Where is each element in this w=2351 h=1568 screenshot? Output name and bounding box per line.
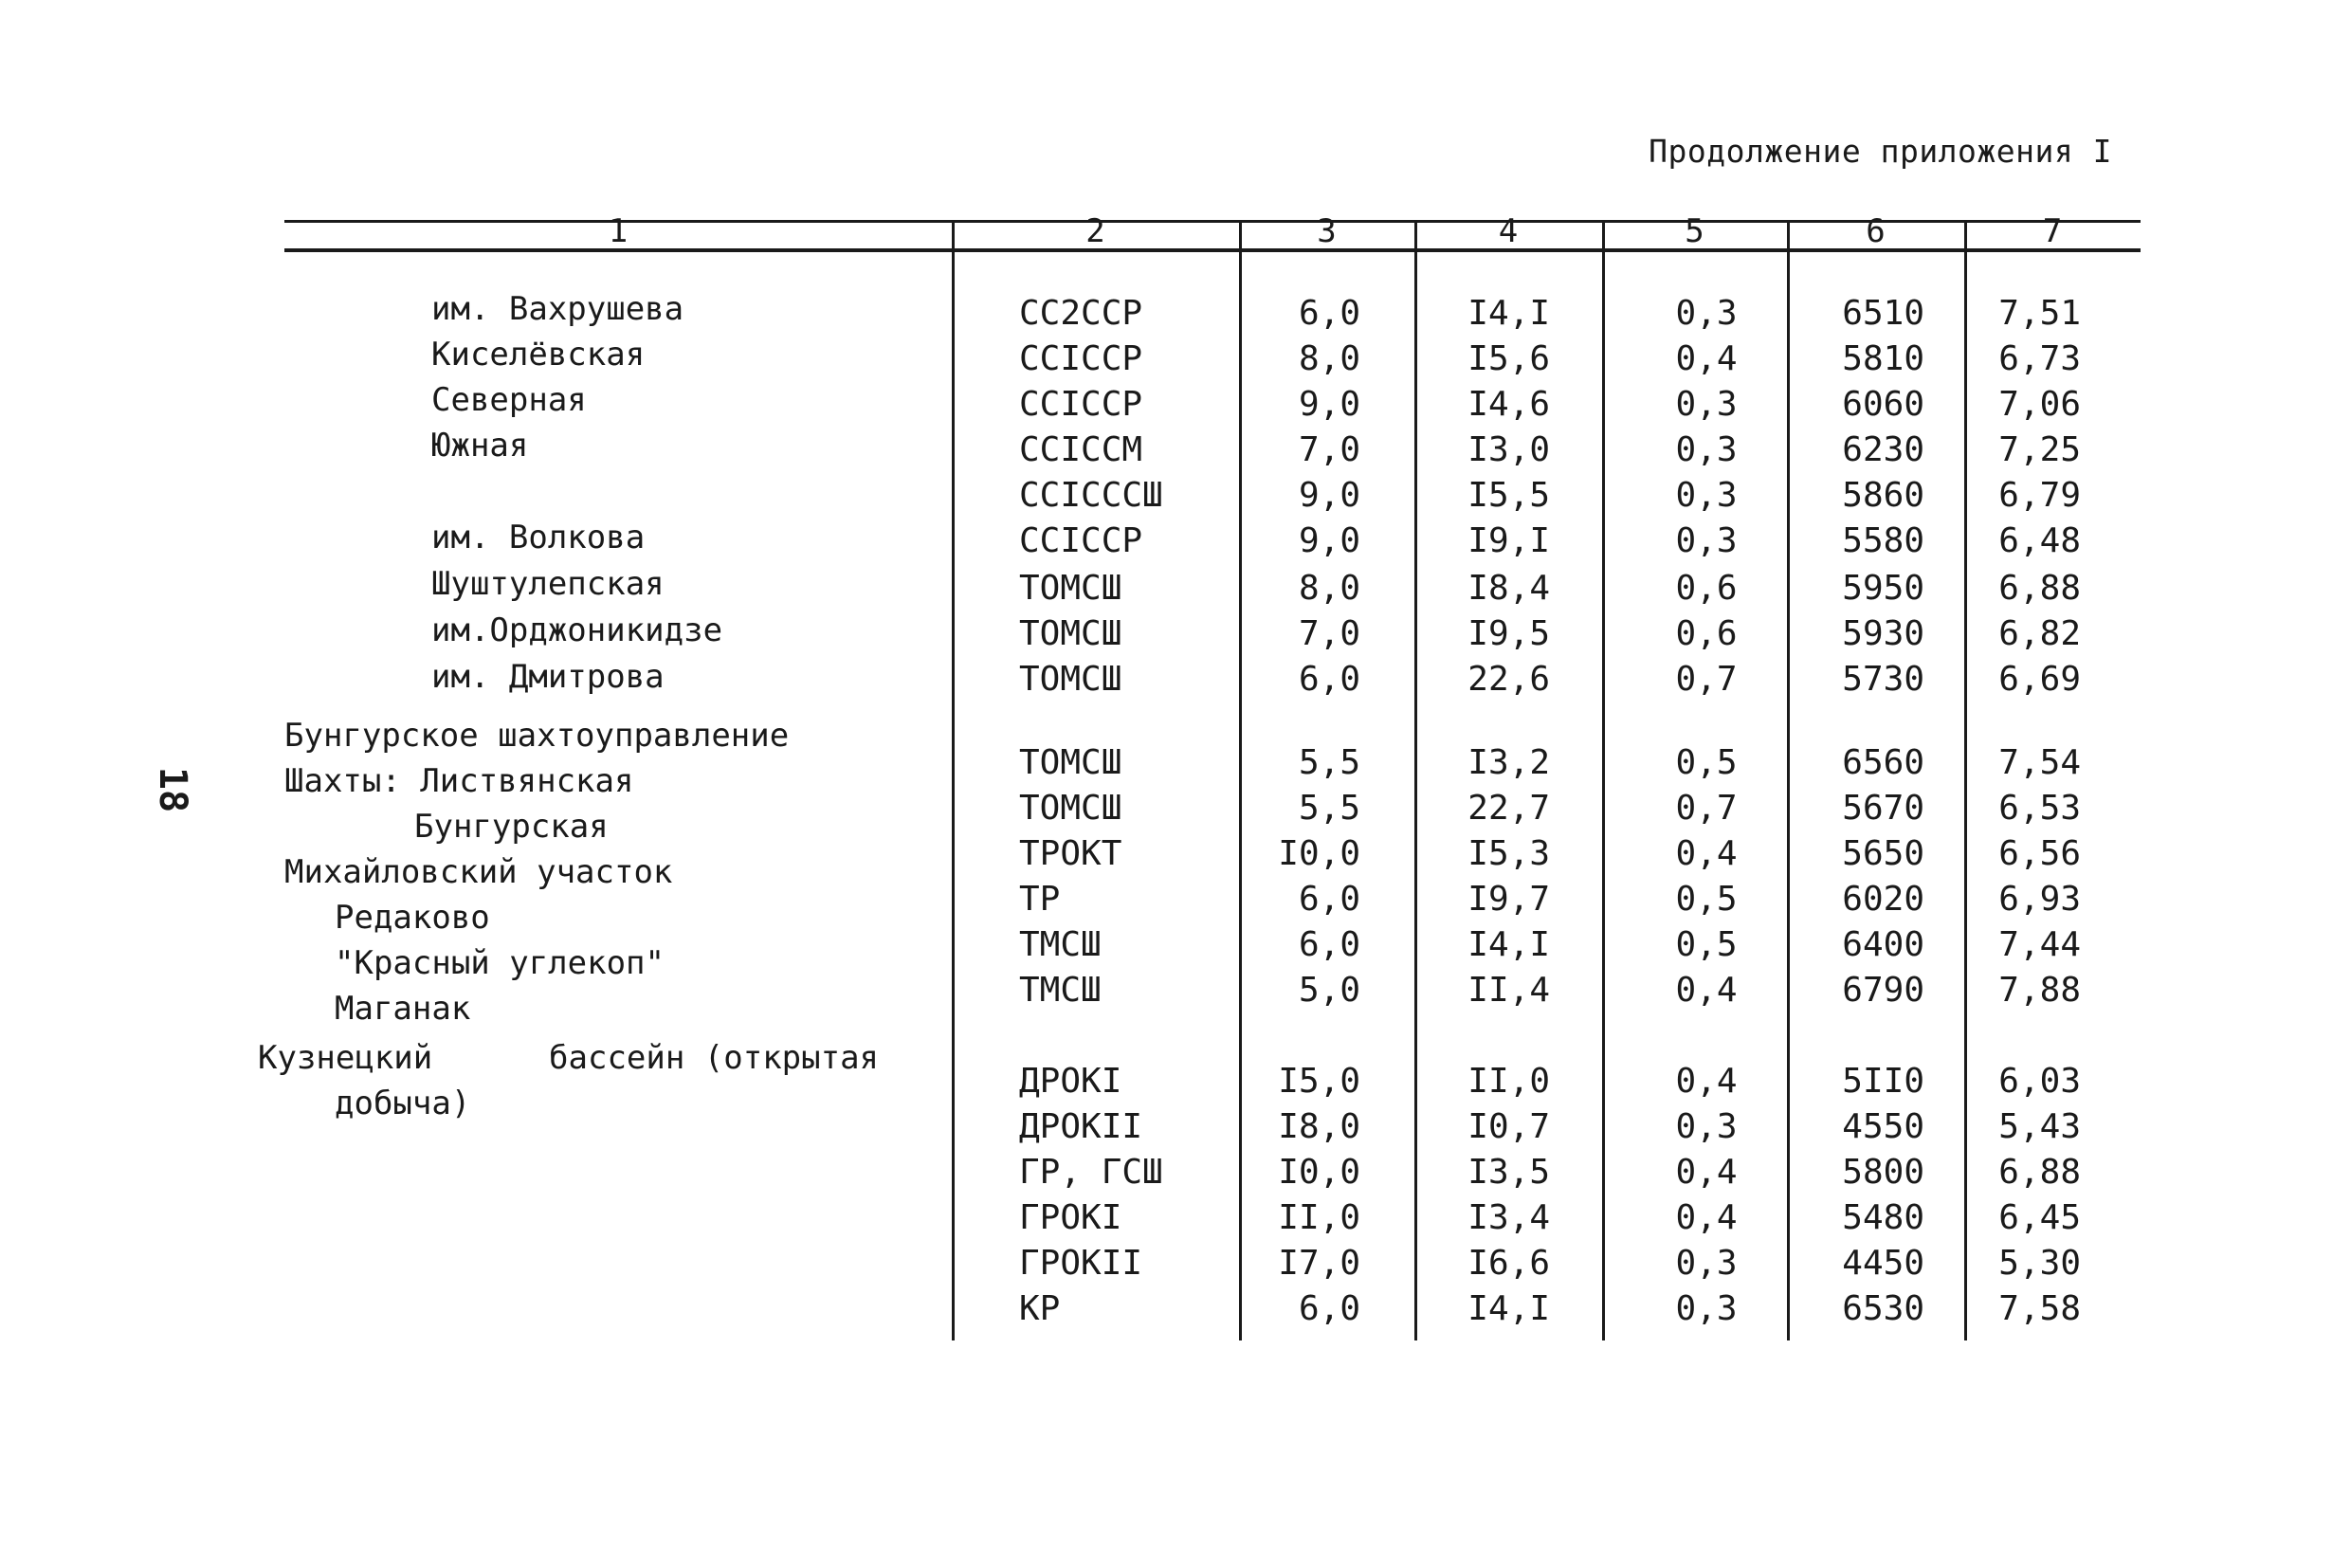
row-mark: ССIССМ — [1019, 430, 1143, 469]
row-mark: ССIСССШ — [1019, 476, 1163, 515]
stub-line: Михайловский участок — [284, 853, 673, 891]
stub-line: Маганак — [335, 990, 471, 1028]
stub-line: им. Дмитрова — [431, 658, 665, 696]
row-volatile-yield: I3,5 — [1467, 1153, 1550, 1192]
column-header-7: 7 — [2042, 212, 2063, 250]
row-mark: ССIССР — [1019, 521, 1143, 560]
row-sulfur-content: 0,3 — [1675, 1289, 1738, 1328]
row-volatile-yield: I8,4 — [1467, 569, 1550, 608]
row-value-col7: 7,06 — [1998, 385, 2081, 424]
row-volatile-yield: 22,7 — [1467, 789, 1550, 828]
stub-line: Шуштулепская — [431, 565, 665, 603]
row-sulfur-content: 0,5 — [1675, 743, 1738, 782]
row-heat-value: 6530 — [1842, 1289, 1924, 1328]
row-value-col7: 7,54 — [1998, 743, 2081, 782]
row-mark: ТОМСШ — [1019, 743, 1122, 782]
row-value-col7: 7,51 — [1998, 294, 2081, 333]
row-ash-content: 6,0 — [1298, 925, 1360, 964]
row-mark: ТРОКТ — [1019, 834, 1122, 873]
row-heat-value: 6230 — [1842, 430, 1924, 469]
row-heat-value: 6400 — [1842, 925, 1924, 964]
column-header-4: 4 — [1498, 212, 1519, 250]
column-header-3: 3 — [1317, 212, 1337, 250]
row-value-col7: 6,03 — [1998, 1062, 2081, 1101]
row-mark: ТОМСШ — [1019, 614, 1122, 653]
row-heat-value: 5860 — [1842, 476, 1924, 515]
row-ash-content: 5,0 — [1298, 971, 1360, 1010]
row-ash-content: I7,0 — [1278, 1244, 1360, 1283]
row-ash-content: I0,0 — [1278, 1153, 1360, 1192]
row-mark: КР — [1019, 1289, 1061, 1328]
row-mark: ДРОКII — [1019, 1107, 1143, 1146]
row-sulfur-content: 0,4 — [1675, 1153, 1738, 1192]
row-value-col7: 6,82 — [1998, 614, 2081, 653]
stub-line: добыча) — [335, 1085, 471, 1122]
row-ash-content: 6,0 — [1298, 880, 1360, 919]
row-heat-value: 6790 — [1842, 971, 1924, 1010]
row-heat-value: 5810 — [1842, 339, 1924, 378]
stub-line: им.Орджоникидзе — [431, 611, 723, 649]
row-value-col7: 6,88 — [1998, 569, 2081, 608]
column-header-6: 6 — [1866, 212, 1886, 250]
row-value-col7: 6,53 — [1998, 789, 2081, 828]
row-mark: ГРОКII — [1019, 1244, 1143, 1283]
row-heat-value: 5650 — [1842, 834, 1924, 873]
row-ash-content: 6,0 — [1298, 294, 1360, 333]
row-volatile-yield: 22,6 — [1467, 660, 1550, 699]
row-sulfur-content: 0,3 — [1675, 430, 1738, 469]
row-value-col7: 6,45 — [1998, 1198, 2081, 1237]
row-sulfur-content: 0,4 — [1675, 1198, 1738, 1237]
column-header-5: 5 — [1685, 212, 1704, 250]
row-sulfur-content: 0,6 — [1675, 569, 1738, 608]
row-ash-content: I5,0 — [1278, 1062, 1360, 1101]
stub-line: Бунгурское шахтоуправление — [284, 717, 790, 755]
row-heat-value: 5480 — [1842, 1198, 1924, 1237]
row-value-col7: 6,88 — [1998, 1153, 2081, 1192]
row-volatile-yield: I5,3 — [1467, 834, 1550, 873]
row-ash-content: 5,5 — [1298, 789, 1360, 828]
row-value-col7: 7,25 — [1998, 430, 2081, 469]
stub-line: Киселёвская — [431, 336, 646, 374]
row-mark: ГР, ГСШ — [1019, 1153, 1163, 1192]
row-ash-content: 9,0 — [1298, 521, 1360, 560]
row-mark: ГРОКI — [1019, 1198, 1122, 1237]
row-heat-value: 6020 — [1842, 880, 1924, 919]
column-header-1: 1 — [608, 212, 629, 250]
row-mark: ССIССР — [1019, 385, 1143, 424]
row-value-col7: 6,73 — [1998, 339, 2081, 378]
row-ash-content: 9,0 — [1298, 385, 1360, 424]
row-ash-content: 8,0 — [1298, 569, 1360, 608]
row-volatile-yield: I0,7 — [1467, 1107, 1550, 1146]
column-divider-3 — [1414, 220, 1417, 1340]
row-mark: ТМСШ — [1019, 971, 1102, 1010]
row-ash-content: 6,0 — [1298, 660, 1360, 699]
row-ash-content: 8,0 — [1298, 339, 1360, 378]
row-value-col7: 7,58 — [1998, 1289, 2081, 1328]
row-sulfur-content: 0,3 — [1675, 385, 1738, 424]
row-sulfur-content: 0,7 — [1675, 789, 1738, 828]
row-heat-value: 5580 — [1842, 521, 1924, 560]
row-sulfur-content: 0,5 — [1675, 880, 1738, 919]
row-value-col7: 5,43 — [1998, 1107, 2081, 1146]
row-volatile-yield: I3,2 — [1467, 743, 1550, 782]
row-volatile-yield: I3,4 — [1467, 1198, 1550, 1237]
row-ash-content: II,0 — [1278, 1198, 1360, 1237]
row-heat-value: 4550 — [1842, 1107, 1924, 1146]
row-volatile-yield: I4,I — [1467, 294, 1550, 333]
row-volatile-yield: I5,5 — [1467, 476, 1550, 515]
row-ash-content: I8,0 — [1278, 1107, 1360, 1146]
row-value-col7: 6,56 — [1998, 834, 2081, 873]
row-volatile-yield: I4,I — [1467, 1289, 1550, 1328]
row-volatile-yield: I9,7 — [1467, 880, 1550, 919]
column-divider-6 — [1964, 220, 1967, 1340]
row-heat-value: 5930 — [1842, 614, 1924, 653]
row-sulfur-content: 0,5 — [1675, 925, 1738, 964]
row-heat-value: 6060 — [1842, 385, 1924, 424]
row-ash-content: 6,0 — [1298, 1289, 1360, 1328]
row-sulfur-content: 0,3 — [1675, 1107, 1738, 1146]
row-mark: ТОМСШ — [1019, 660, 1122, 699]
row-sulfur-content: 0,7 — [1675, 660, 1738, 699]
row-value-col7: 6,79 — [1998, 476, 2081, 515]
stub-line: Шахты: Листвянская — [284, 762, 634, 800]
row-value-col7: 6,69 — [1998, 660, 2081, 699]
stub-line: Кузнецкий бассейн (открытая — [258, 1039, 880, 1077]
row-volatile-yield: II,4 — [1467, 971, 1550, 1010]
row-sulfur-content: 0,3 — [1675, 521, 1738, 560]
row-volatile-yield: I9,5 — [1467, 614, 1550, 653]
row-volatile-yield: I6,6 — [1467, 1244, 1550, 1283]
row-sulfur-content: 0,3 — [1675, 476, 1738, 515]
stub-line: Редаково — [335, 899, 490, 937]
row-heat-value: 5II0 — [1842, 1062, 1924, 1101]
row-value-col7: 6,93 — [1998, 880, 2081, 919]
row-heat-value: 5730 — [1842, 660, 1924, 699]
row-ash-content: 7,0 — [1298, 430, 1360, 469]
row-volatile-yield: I9,I — [1467, 521, 1550, 560]
stub-line: Бунгурская — [414, 808, 609, 846]
column-divider-4 — [1602, 220, 1605, 1340]
row-sulfur-content: 0,4 — [1675, 834, 1738, 873]
row-ash-content: I0,0 — [1278, 834, 1360, 873]
row-value-col7: 5,30 — [1998, 1244, 2081, 1283]
row-ash-content: 5,5 — [1298, 743, 1360, 782]
row-volatile-yield: I3,0 — [1467, 430, 1550, 469]
row-value-col7: 6,48 — [1998, 521, 2081, 560]
row-mark: ССIССР — [1019, 339, 1143, 378]
row-mark: ТР — [1019, 880, 1061, 919]
row-heat-value: 5670 — [1842, 789, 1924, 828]
column-header-2: 2 — [1085, 212, 1105, 250]
row-sulfur-content: 0,6 — [1675, 614, 1738, 653]
page-number: 18 — [151, 766, 195, 813]
row-volatile-yield: I5,6 — [1467, 339, 1550, 378]
continuation-caption: Продолжение приложения I — [1649, 133, 2112, 170]
row-ash-content: 9,0 — [1298, 476, 1360, 515]
row-sulfur-content: 0,4 — [1675, 971, 1738, 1010]
row-mark: ТОМСШ — [1019, 789, 1122, 828]
row-value-col7: 7,44 — [1998, 925, 2081, 964]
row-sulfur-content: 0,4 — [1675, 1062, 1738, 1101]
column-divider-5 — [1787, 220, 1790, 1340]
row-sulfur-content: 0,4 — [1675, 339, 1738, 378]
row-mark: ТОМСШ — [1019, 569, 1122, 608]
row-volatile-yield: I4,I — [1467, 925, 1550, 964]
column-divider-1 — [952, 220, 955, 1340]
row-heat-value: 5950 — [1842, 569, 1924, 608]
stub-line: "Красный углекоп" — [335, 944, 665, 982]
row-heat-value: 6560 — [1842, 743, 1924, 782]
row-volatile-yield: II,0 — [1467, 1062, 1550, 1101]
row-mark: СС2ССР — [1019, 294, 1143, 333]
row-sulfur-content: 0,3 — [1675, 294, 1738, 333]
stub-line: им. Вахрушева — [431, 290, 684, 328]
row-mark: ДРОКI — [1019, 1062, 1122, 1101]
stub-line: Северная — [431, 381, 587, 419]
stub-line: Южная — [431, 427, 529, 465]
row-sulfur-content: 0,3 — [1675, 1244, 1738, 1283]
row-volatile-yield: I4,6 — [1467, 385, 1550, 424]
row-ash-content: 7,0 — [1298, 614, 1360, 653]
row-mark: ТМСШ — [1019, 925, 1102, 964]
row-heat-value: 6510 — [1842, 294, 1924, 333]
row-heat-value: 5800 — [1842, 1153, 1924, 1192]
row-heat-value: 4450 — [1842, 1244, 1924, 1283]
stub-line: им. Волкова — [431, 519, 646, 556]
row-value-col7: 7,88 — [1998, 971, 2081, 1010]
